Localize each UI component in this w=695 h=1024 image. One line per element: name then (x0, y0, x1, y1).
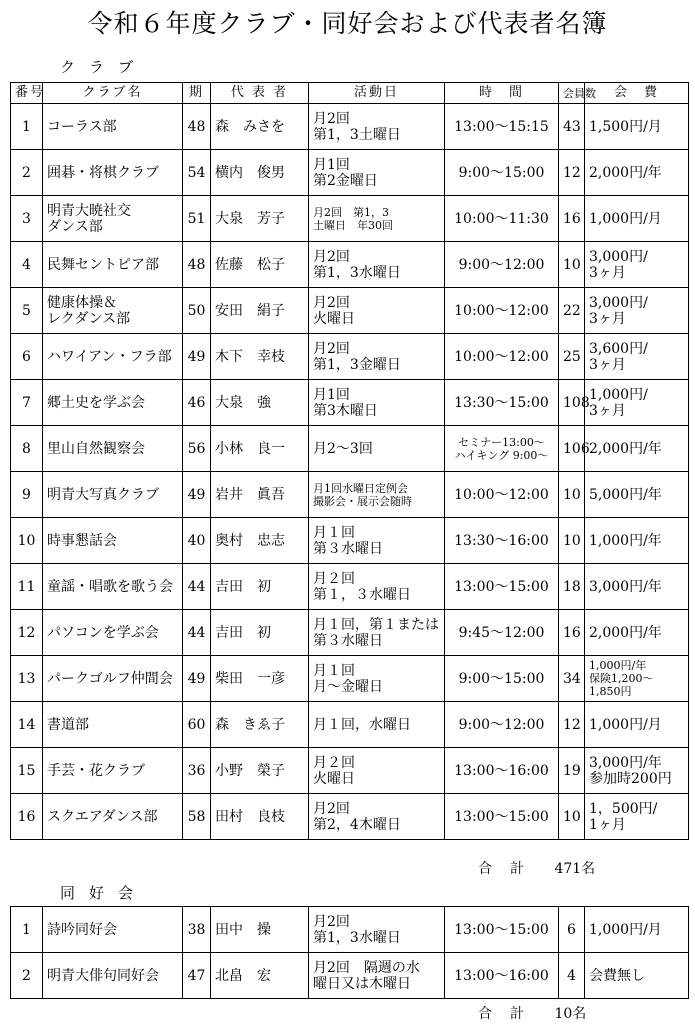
cell-number: 6 (11, 334, 43, 380)
cell-term: 60 (183, 702, 211, 748)
cell-time: 9:00～15:00 (445, 150, 559, 196)
cell-members: 106 (559, 426, 585, 472)
cell-representative: 森 きゑ子 (211, 702, 309, 748)
cell-representative: 大泉 強 (211, 380, 309, 426)
cell-members: 4 (559, 953, 585, 999)
societies-total (478, 1003, 586, 1023)
table-row (11, 748, 689, 794)
cell-activity-day: 月２回 火曜日 (309, 748, 445, 794)
cell-fee: 3,000円/年 参加時200円 (585, 748, 689, 794)
cell-fee: 2,000円/年 (585, 426, 689, 472)
clubs-section-label: クラブ (60, 58, 148, 76)
cell-fee: 5,000円/年 (585, 472, 689, 518)
cell-name: 明青大俳句同好会 (43, 953, 183, 999)
cell-representative: 大泉 芳子 (211, 196, 309, 242)
cell-members: 12 (559, 150, 585, 196)
cell-fee: 1,500円/月 (585, 104, 689, 150)
table-row (11, 518, 689, 564)
table-row (11, 472, 689, 518)
cell-time: 10:00～12:00 (445, 472, 559, 518)
cell-name: 囲碁・将棋クラブ (43, 150, 183, 196)
cell-time: 10:00～11:30 (445, 196, 559, 242)
table-row (11, 953, 689, 999)
cell-representative: 小野 榮子 (211, 748, 309, 794)
table-row (11, 610, 689, 656)
cell-number: 2 (11, 953, 43, 999)
cell-time: セミナー13:00～ ハイキング 9:00～ (445, 426, 559, 472)
cell-members: 18 (559, 564, 585, 610)
cell-number: 8 (11, 426, 43, 472)
cell-members: 25 (559, 334, 585, 380)
cell-members: 6 (559, 907, 585, 953)
cell-number: 7 (11, 380, 43, 426)
cell-representative: 安田 絹子 (211, 288, 309, 334)
clubs-table-body (11, 104, 689, 840)
cell-representative: 奥村 忠志 (211, 518, 309, 564)
cell-time: 13:00～15:00 (445, 907, 559, 953)
cell-term: 58 (183, 794, 211, 840)
cell-name: ハワイアン・フラ部 (43, 334, 183, 380)
cell-fee: 1,000円/ 3ヶ月 (585, 380, 689, 426)
table-row (11, 380, 689, 426)
cell-representative: 吉田 初 (211, 610, 309, 656)
cell-time: 13:00～16:00 (445, 953, 559, 999)
societies-table-body (11, 907, 689, 999)
cell-term: 44 (183, 564, 211, 610)
cell-members: 12 (559, 702, 585, 748)
table-row (11, 334, 689, 380)
cell-activity-day: 月１回 第３水曜日 (309, 518, 445, 564)
cell-members: 34 (559, 656, 585, 702)
clubs-total (478, 858, 595, 878)
cell-name: 詩吟同好会 (43, 907, 183, 953)
cell-fee: 3,000円/年 (585, 564, 689, 610)
cell-representative: 森 みさを (211, 104, 309, 150)
cell-activity-day: 月2回 火曜日 (309, 288, 445, 334)
cell-members: 22 (559, 288, 585, 334)
cell-time: 13:30～15:00 (445, 380, 559, 426)
cell-number: 9 (11, 472, 43, 518)
cell-activity-day: 月1回 第2金曜日 (309, 150, 445, 196)
cell-term: 47 (183, 953, 211, 999)
cell-term: 51 (183, 196, 211, 242)
cell-name: パークゴルフ仲間会 (43, 656, 183, 702)
cell-term: 56 (183, 426, 211, 472)
cell-term: 49 (183, 656, 211, 702)
cell-time: 9:45～12:00 (445, 610, 559, 656)
cell-fee: 3,000円/ 3ヶ月 (585, 242, 689, 288)
cell-term: 46 (183, 380, 211, 426)
cell-fee: 2,000円/年 (585, 150, 689, 196)
cell-number: 15 (11, 748, 43, 794)
cell-representative: 木下 幸枝 (211, 334, 309, 380)
cell-number: 11 (11, 564, 43, 610)
cell-activity-day: 月１回，第１または 第３水曜日 (309, 610, 445, 656)
cell-activity-day: 月2回 第1，3水曜日 (309, 907, 445, 953)
cell-number: 14 (11, 702, 43, 748)
table-row (11, 564, 689, 610)
cell-activity-day: 月2回 隔週の水 曜日又は木曜日 (309, 953, 445, 999)
header-fee: 会 費 (585, 83, 689, 104)
cell-fee: 1,000円/年 保険1,200～1,850円 (585, 656, 689, 702)
cell-time: 10:00～12:00 (445, 334, 559, 380)
header-club-name: クラブ名 (43, 83, 183, 104)
cell-activity-day: 月2回 第1，3金曜日 (309, 334, 445, 380)
cell-members: 10 (559, 472, 585, 518)
header-representative: 代 表 者 (211, 83, 309, 104)
societies-section-label: 同好会 (60, 884, 148, 902)
cell-members: 43 (559, 104, 585, 150)
cell-number: 2 (11, 150, 43, 196)
cell-fee: 1,000円/月 (585, 196, 689, 242)
cell-term: 38 (183, 907, 211, 953)
cell-term: 49 (183, 472, 211, 518)
cell-activity-day: 月2回 第1，3土曜日 (309, 104, 445, 150)
cell-time: 9:00～12:00 (445, 702, 559, 748)
cell-members: 16 (559, 610, 585, 656)
cell-term: 48 (183, 242, 211, 288)
cell-activity-day: 月2回 第1，3水曜日 (309, 242, 445, 288)
cell-time: 13:30～16:00 (445, 518, 559, 564)
header-term: 期 (183, 83, 211, 104)
cell-representative: 岩井 眞吾 (211, 472, 309, 518)
header-number: 番号 (11, 83, 43, 104)
cell-fee: 1,000円/月 (585, 702, 689, 748)
cell-members: 108 (559, 380, 585, 426)
cell-name: 手芸・花クラブ (43, 748, 183, 794)
cell-term: 54 (183, 150, 211, 196)
table-row (11, 104, 689, 150)
cell-name: スクエアダンス部 (43, 794, 183, 840)
cell-time: 13:00～16:00 (445, 748, 559, 794)
header-activity-day: 活動日 (309, 83, 445, 104)
cell-members: 10 (559, 242, 585, 288)
table-row (11, 150, 689, 196)
cell-name: パソコンを学ぶ会 (43, 610, 183, 656)
cell-number: 1 (11, 104, 43, 150)
cell-fee: 1,000円/年 (585, 518, 689, 564)
cell-number: 12 (11, 610, 43, 656)
table-row (11, 196, 689, 242)
cell-activity-day: 月2回 第1，3 土曜日 年30回 (309, 196, 445, 242)
cell-activity-day: 月2回 第2，4木曜日 (309, 794, 445, 840)
cell-name: コーラス部 (43, 104, 183, 150)
cell-fee: 3,000円/ 3ヶ月 (585, 288, 689, 334)
clubs-total-label: 合計 (478, 861, 542, 877)
cell-members: 10 (559, 518, 585, 564)
clubs-table (10, 82, 689, 840)
cell-name: 明青大暁社交 ダンス部 (43, 196, 183, 242)
cell-fee: 1,000円/月 (585, 907, 689, 953)
cell-activity-day: 月1回 第3木曜日 (309, 380, 445, 426)
table-row (11, 426, 689, 472)
cell-term: 50 (183, 288, 211, 334)
clubs-header-row (11, 83, 689, 104)
cell-fee: 1，500円/ 1ヶ月 (585, 794, 689, 840)
table-row (11, 242, 689, 288)
cell-activity-day: 月1回水曜日定例会 撮影会・展示会随時 (309, 472, 445, 518)
cell-representative: 田村 良枝 (211, 794, 309, 840)
cell-representative: 北畠 宏 (211, 953, 309, 999)
table-row (11, 907, 689, 953)
cell-term: 40 (183, 518, 211, 564)
cell-activity-day: 月１回 月～金曜日 (309, 656, 445, 702)
cell-members: 19 (559, 748, 585, 794)
cell-activity-day: 月2～3回 (309, 426, 445, 472)
cell-name: 民舞セントピア部 (43, 242, 183, 288)
cell-representative: 吉田 初 (211, 564, 309, 610)
cell-representative: 小林 良一 (211, 426, 309, 472)
table-row (11, 656, 689, 702)
clubs-total-value: 471名 (554, 861, 596, 877)
cell-members: 16 (559, 196, 585, 242)
cell-time: 13:00～15:00 (445, 794, 559, 840)
cell-number: 1 (11, 907, 43, 953)
cell-fee: 3,600円/ 3ヶ月 (585, 334, 689, 380)
cell-time: 9:00～12:00 (445, 242, 559, 288)
table-row (11, 702, 689, 748)
cell-representative: 横内 俊男 (211, 150, 309, 196)
cell-name: 里山自然観察会 (43, 426, 183, 472)
cell-activity-day: 月２回 第１，３水曜日 (309, 564, 445, 610)
cell-time: 13:00～15:00 (445, 564, 559, 610)
cell-number: 13 (11, 656, 43, 702)
cell-time: 9:00～15:00 (445, 656, 559, 702)
cell-activity-day: 月１回，水曜日 (309, 702, 445, 748)
cell-name: 健康体操＆ レクダンス部 (43, 288, 183, 334)
cell-time: 13:00～15:15 (445, 104, 559, 150)
cell-number: 5 (11, 288, 43, 334)
cell-representative: 田中 操 (211, 907, 309, 953)
cell-name: 時事懇話会 (43, 518, 183, 564)
cell-representative: 柴田 一彦 (211, 656, 309, 702)
cell-fee: 2,000円/年 (585, 610, 689, 656)
cell-members: 10 (559, 794, 585, 840)
cell-term: 36 (183, 748, 211, 794)
header-time: 時 間 (445, 83, 559, 104)
cell-term: 49 (183, 334, 211, 380)
table-row (11, 288, 689, 334)
header-members: 会員数 (559, 83, 585, 104)
cell-number: 16 (11, 794, 43, 840)
cell-number: 3 (11, 196, 43, 242)
cell-name: 明青大写真クラブ (43, 472, 183, 518)
societies-table (10, 906, 689, 999)
cell-name: 童謡・唱歌を歌う会 (43, 564, 183, 610)
page-title: 令和６年度クラブ・同好会および代表者名簿 (87, 9, 608, 38)
cell-name: 郷土史を学ぶ会 (43, 380, 183, 426)
cell-number: 10 (11, 518, 43, 564)
cell-term: 48 (183, 104, 211, 150)
cell-fee: 会費無し (585, 953, 689, 999)
table-row (11, 794, 689, 840)
cell-term: 44 (183, 610, 211, 656)
societies-total-value: 10名 (554, 1006, 587, 1022)
cell-representative: 佐藤 松子 (211, 242, 309, 288)
cell-number: 4 (11, 242, 43, 288)
cell-name: 書道部 (43, 702, 183, 748)
societies-total-label: 合計 (478, 1006, 542, 1022)
cell-time: 10:00～12:00 (445, 288, 559, 334)
